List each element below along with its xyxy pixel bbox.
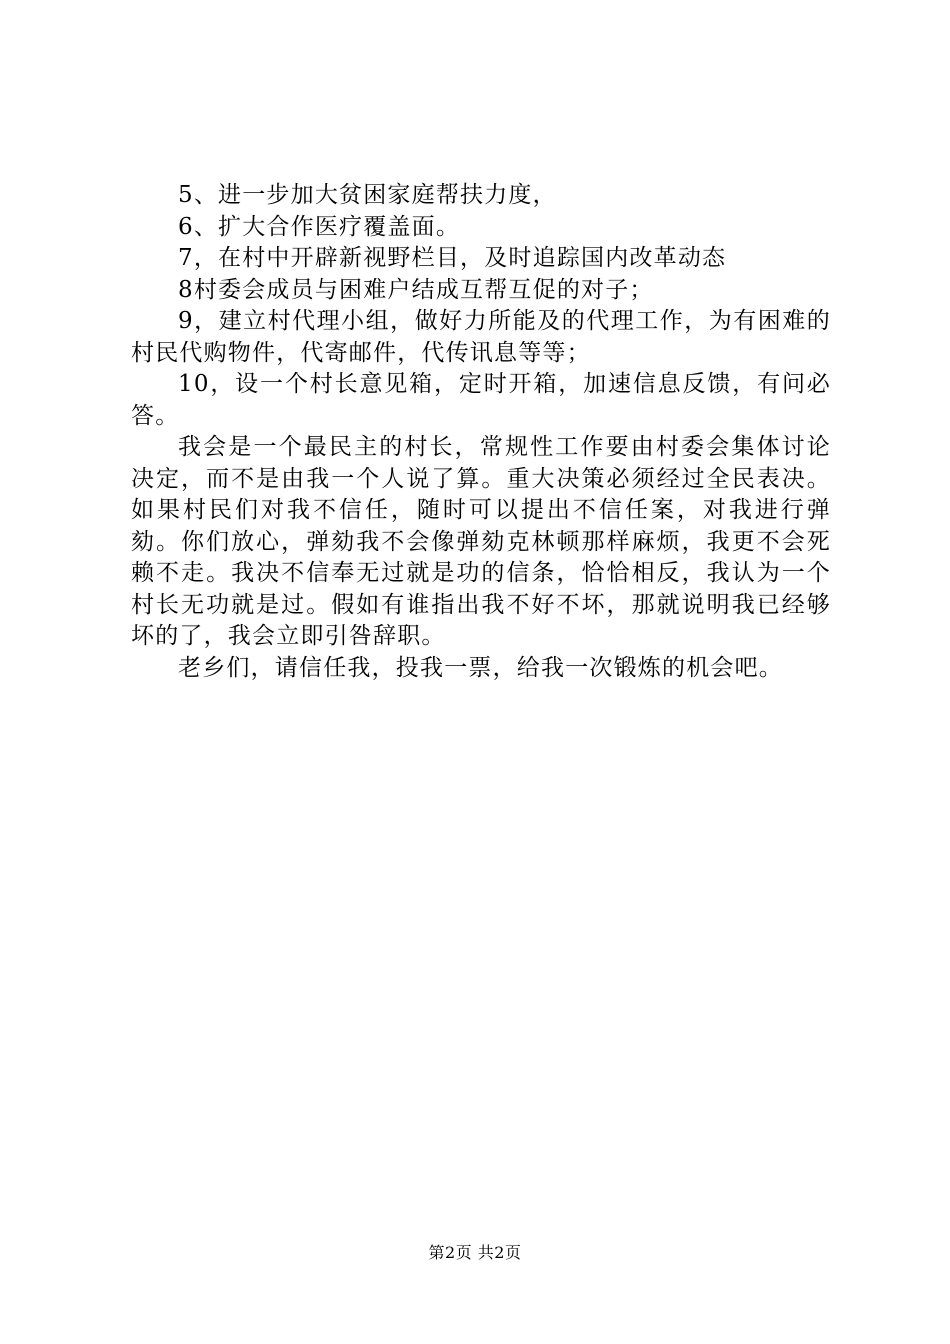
page-footer	[0, 1243, 950, 1263]
paragraph-democratic-pledge: 我会是一个最民主的村长，常规性工作要由村委会集体讨论决定，而不是由我一个人说了算。重大决策必须经过全民表决。如果村民们对我不信任，随时可以提出不信任案，对我进行弹劾。你们放心，弹劾我不会像弹劾克林顿那样麻烦，我更不会死赖不走。我决不信奉无过就是功的信条，恰恰相反，我认为一个村长无功就是过。假如有谁指出我不好不坏，那就说明我已经够坏的了，我会立即引咎辞职。	[131, 434, 831, 649]
paragraph-item-10: 10，设一个村长意见箱，定时开箱，加速信息反馈，有问必答。	[131, 371, 831, 429]
paragraph-item-6: 6、扩大合作医疗覆盖面。	[178, 213, 461, 240]
paragraph-item-7: 7，在村中开辟新视野栏目，及时追踪国内改革动态	[178, 245, 727, 271]
paragraph-item-8: 8村委会成员与困难户结成互帮互促的对子；	[178, 276, 654, 303]
paragraph-item-9: 9，建立村代理小组，做好力所能及的代理工作，为有困难的村民代购物件，代寄邮件，代传讯息等等；	[131, 308, 831, 366]
page-number-label: 第2页 共2页	[428, 1243, 522, 1262]
document-body	[131, 180, 831, 684]
paragraph-item-5: 5、进一步加大贫困家庭帮扶力度，	[178, 182, 557, 208]
paragraph-closing-appeal: 老乡们，请信任我，投我一票，给我一次锻炼的机会吧。	[178, 654, 783, 681]
